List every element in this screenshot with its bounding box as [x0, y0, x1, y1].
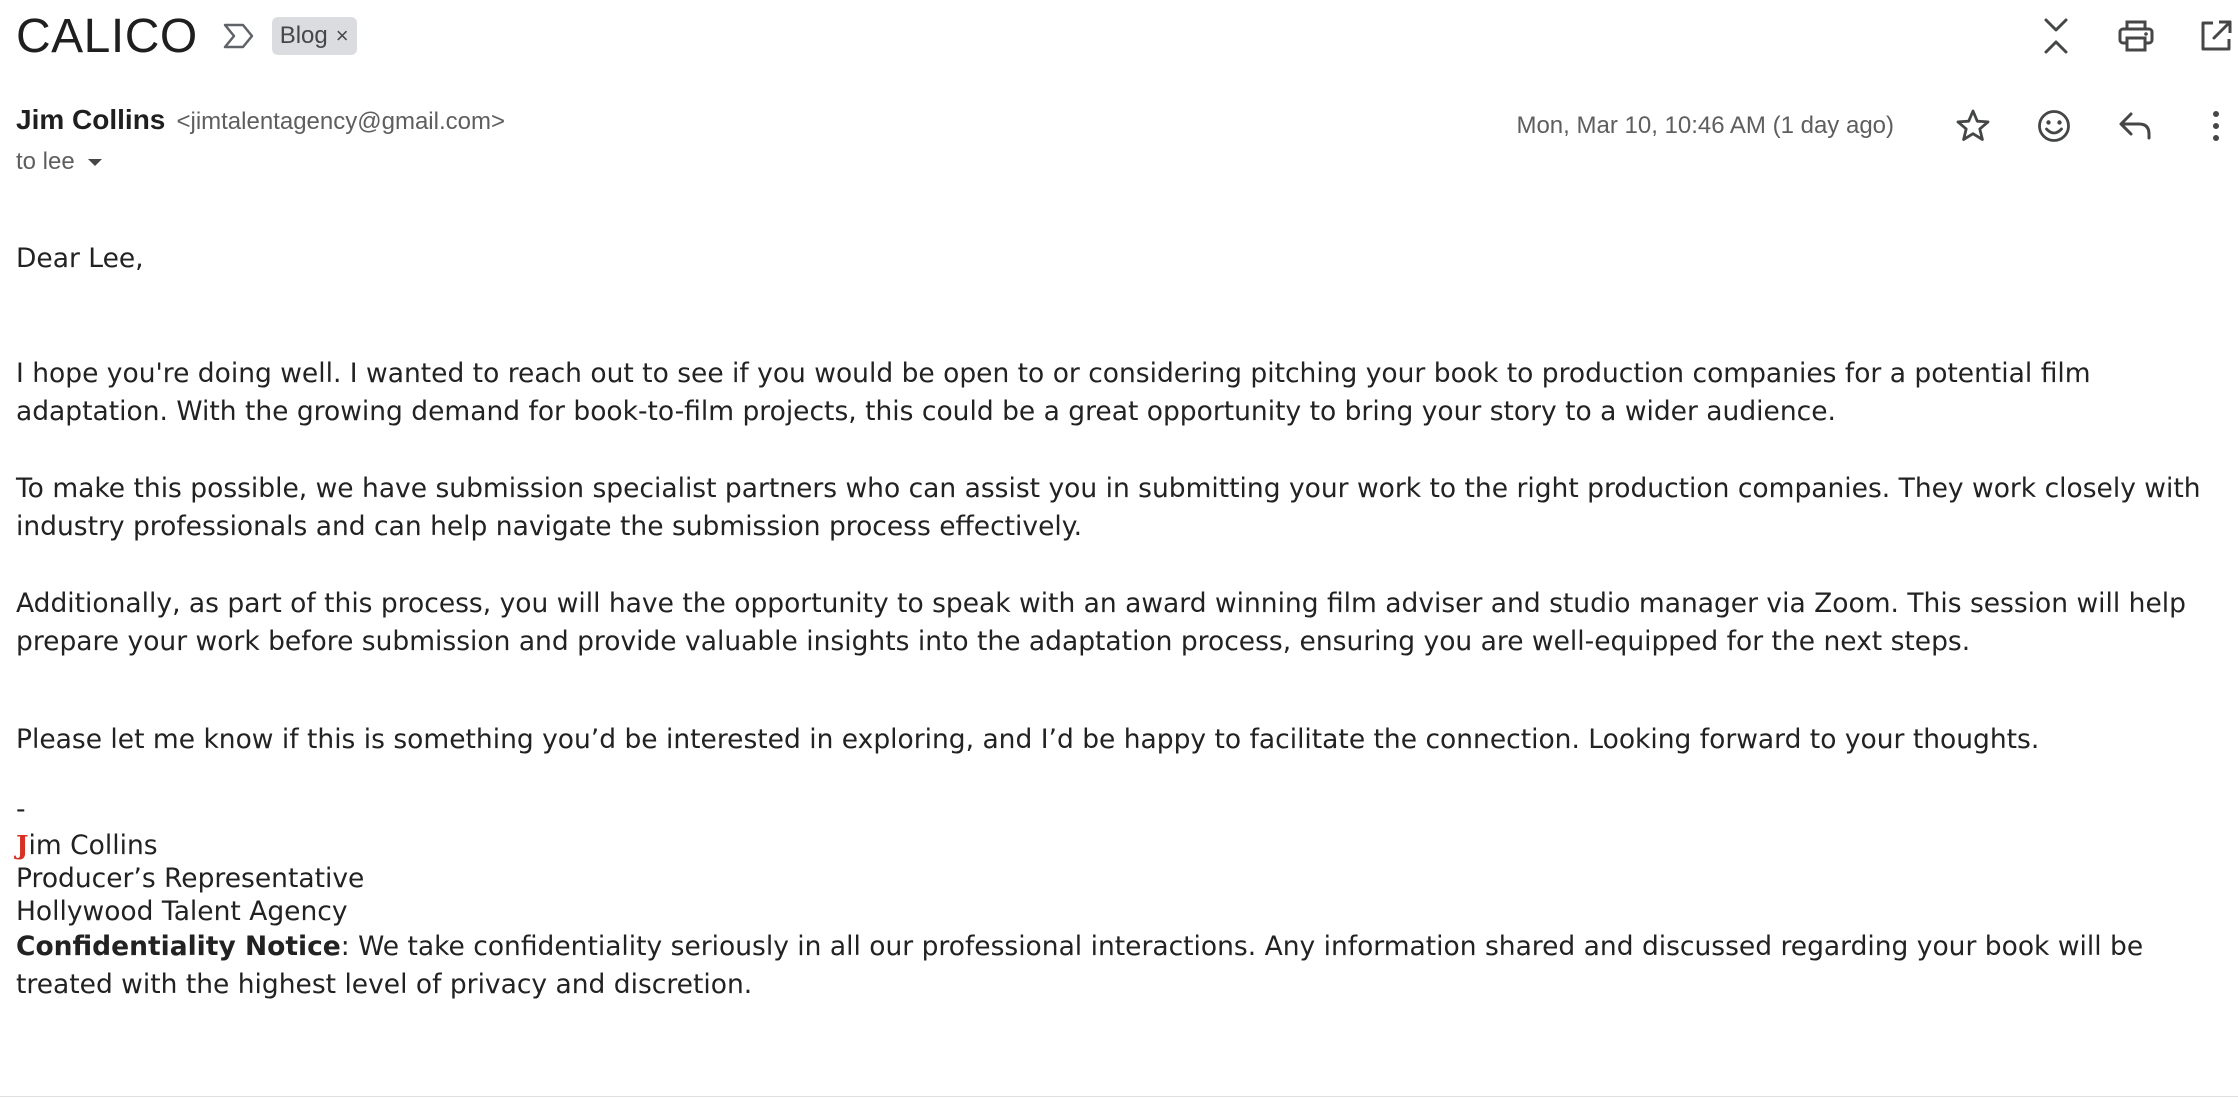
message-date: Mon, Mar 10, 10:46 AM (1 day ago) [1516, 112, 1894, 139]
emoji-reaction-icon[interactable] [2032, 104, 2076, 148]
subject-row [16, 8, 357, 64]
closing-paragraph: Please let me know if this is something you’d be interested in exploring, and I’d be happy to facilitate the connection. Looking forward to your thoughts. [16, 724, 2040, 755]
more-options-icon[interactable] [2194, 104, 2238, 148]
collapse-all-icon[interactable] [2034, 14, 2078, 58]
body-paragraph: I hope you're doing well. I wanted to reach out to see if you would be open to or considering pitching your book to production companies for a potential film adaptation. With the growing demand for book-to-film projects, this could be a great opportunity to bring your story to a wider audience. [16, 358, 2091, 427]
signature-company: Hollywood Talent Agency [16, 896, 348, 927]
label-remove-button[interactable]: × [335, 23, 349, 48]
thread-actions [1998, 14, 2238, 58]
body-paragraph: To make this possible, we have submission specialist partners who can assist you in submitting your work to the right production companies. They work closely with industry professionals and can help navigate the submission process effectively. [16, 473, 2201, 542]
signature-dash: - [16, 794, 26, 825]
recipient-row [16, 148, 105, 176]
greeting: Dear Lee, [16, 243, 144, 274]
message-body [16, 240, 2226, 1004]
label-chip-blog[interactable] [272, 17, 357, 55]
signature-title: Producer’s Representative [16, 863, 365, 894]
recipient-text: to lee [16, 148, 75, 175]
star-icon[interactable] [1951, 104, 1995, 148]
confidentiality-label: Confidentiality Notice [16, 931, 341, 962]
signature-initial: J [16, 830, 29, 861]
important-marker-icon[interactable] [222, 22, 256, 50]
reply-icon[interactable] [2113, 104, 2157, 148]
message-meta-actions [1516, 104, 2238, 148]
label-chip-text: Blog [279, 22, 328, 49]
open-in-new-window-icon[interactable] [2194, 14, 2238, 58]
signature-name [16, 829, 2226, 862]
subject-title: CALICO [16, 9, 198, 63]
sender-name[interactable]: Jim Collins [16, 104, 166, 135]
bottom-divider [0, 1096, 2238, 1097]
signature [16, 791, 2226, 928]
confidentiality-notice [16, 928, 2226, 1004]
recipient-details-dropdown-icon[interactable] [85, 155, 105, 169]
print-icon[interactable] [2114, 14, 2158, 58]
confidentiality-text: : We take confidentiality seriously in all our professional interactions. Any information shared and discussed regarding your book will be treated with the highest level of privacy and discretion. [16, 931, 2144, 1000]
signature-name-rest: im Collins [28, 830, 158, 861]
sender-email: <jimtalentagency@gmail.com> [176, 108, 505, 135]
body-paragraph: Additionally, as part of this process, you will have the opportunity to speak with an award winning film adviser and studio manager via Zoom. This session will help prepare your work before submission and provide valuable insights into the adaptation process, ensuring you are well-equipped for the next steps. [16, 588, 2186, 657]
